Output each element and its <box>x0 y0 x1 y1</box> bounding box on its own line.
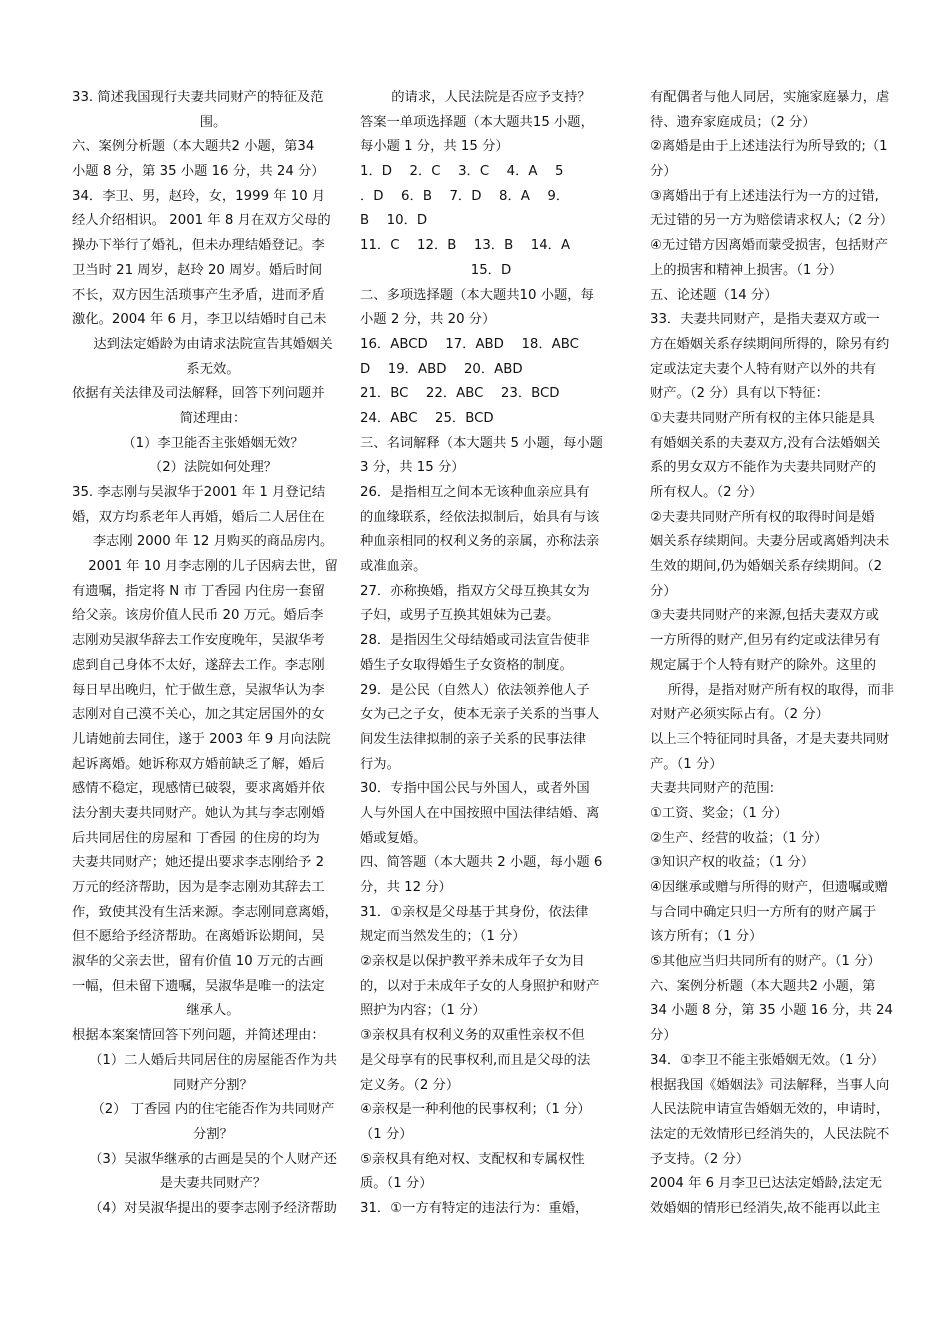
text-line: 间发生法律拟制的亲子关系的民事法律 <box>360 731 587 747</box>
text-line: 种血亲相同的权利义务的亲属，亦称法亲 <box>360 534 600 550</box>
text-line: 继承人。 <box>186 1003 240 1019</box>
text-line: 虑到自己身体不太好，遂辞去工作。李志刚 <box>72 657 325 673</box>
text-line: 与合同中确定只归一方所有的财产属于 <box>650 904 877 920</box>
text-line: ④无过错方因离婚而蒙受损害，包括财产 <box>650 238 888 254</box>
text-line: ②夫妻共同财产所有权的取得时间是婚 <box>650 509 875 525</box>
text-line: 所有权人。（2 分） <box>650 485 763 500</box>
text-line: 规定属于个人特有财产的除外。这里的 <box>650 657 877 673</box>
text-line: 小题 2 分，共 20 分） <box>360 312 496 328</box>
text-line: 15．D <box>470 262 512 278</box>
text-line: 给父亲。该房价值人民币 20 万元。婚后李 <box>72 608 324 624</box>
text-line: 的请求，人民法院是否应予支持？ <box>391 90 591 105</box>
text-line: 定义务。（2 分） <box>360 1077 460 1093</box>
text-line: 小题 8 分，第 35 小题 16 分，共 24 分） <box>72 164 325 180</box>
text-line: 予支持。（2 分） <box>650 1151 750 1167</box>
text-line: ③离婚出于有上述违法行为一方的过错, <box>650 188 879 204</box>
text-line: 21．BC 22．ABC 23．BCD <box>360 386 560 402</box>
text-line: 姻关系存续期间。夫妻分居或离婚判决未 <box>650 534 890 550</box>
text-line: 该方所有；（1 分） <box>650 929 763 945</box>
text-line: 根据我国《婚姻法》司法解释，当事人向 <box>650 1077 890 1093</box>
text-line: （4）对吴淑华提出的要李志刚予经济帮助 <box>89 1200 337 1216</box>
text-line: 每小题 1 分，共 15 分） <box>360 139 509 155</box>
text-line: （3）吴淑华继承的古画是吴的个人财产还 <box>89 1151 337 1167</box>
text-line: 31．①亲权是父母基于其身份，依法律 <box>360 904 589 920</box>
text-line: 儿请她前去同住，遂于 2003 年 9 月向法院 <box>72 731 331 747</box>
text-line: 上的损害和精神上损害。（1 分） <box>650 262 843 278</box>
text-line: 婚或复婚。 <box>360 830 427 846</box>
text-column-right <box>650 86 912 1222</box>
text-column-middle <box>360 86 622 1222</box>
text-line: 系无效。 <box>186 361 240 377</box>
text-line: 女为己之子女，使本无亲子关系的当事人 <box>360 707 600 723</box>
text-line: 分） <box>650 164 677 180</box>
text-line: 有遗嘱，指定将 N 市 丁香园 内住房一套留 <box>72 583 325 599</box>
text-line: 产。（1 分） <box>650 756 723 772</box>
text-line: 系的男女双方不能作为夫妻共同财产的 <box>650 460 877 476</box>
text-line: 34．李卫、男，赵玲，女，1999 年 10 月 <box>72 188 326 204</box>
text-line: 达到法定婚龄为由请求法院宣告其婚姻关 <box>93 336 333 352</box>
text-line: 24．ABC 25．BCD <box>360 410 494 426</box>
text-line: 3 分，共 15 分） <box>360 460 465 476</box>
text-line: ②亲权是以保护教平养未成年子女为目 <box>360 954 585 970</box>
text-line: 33．夫妻共同财产，是指夫妻双方或一 <box>650 312 880 328</box>
text-line: ④因继承或赠与所得的财产，但遗嘱或赠 <box>650 880 888 895</box>
text-line: 是夫妻共同财产？ <box>159 1176 267 1192</box>
text-line: 效婚姻的情形已经消失,故不能再以此主 <box>650 1200 881 1216</box>
text-line: 29．是公民（自然人）依法领养他人子 <box>360 682 590 698</box>
text-line: 生效的期间,仍为婚姻关系存续期间。（2 <box>650 559 883 575</box>
text-line: 28．是指因生父母结婚或司法宣告使非 <box>360 633 590 649</box>
text-line: 规定而当然发生的；（1 分） <box>360 929 526 945</box>
text-line: 33. 简述我国现行夫妻共同财产的特征及范 <box>72 90 324 105</box>
text-line: 定或法定夫妻个人特有财产以外的共有 <box>650 361 877 377</box>
text-line: 志刚对自己漠不关心，加之其定居国外的女 <box>72 707 325 723</box>
text-line: ②生产、经营的收益；（1 分） <box>650 830 828 846</box>
text-line: 分割？ <box>193 1126 233 1142</box>
text-line: 卫当时 21 周岁，赵玲 20 周岁。婚后时间 <box>72 262 323 278</box>
text-line: ①夫妻共同财产所有权的主体只能是具 <box>650 410 875 426</box>
text-line: 起诉离婚。她诉称双方婚前缺乏了解，婚后 <box>72 756 325 772</box>
text-line: 五、论述题（14 分） <box>650 287 778 303</box>
text-line: 有婚姻关系的夫妻双方,没有合法婚姻关 <box>650 435 881 451</box>
text-line: D 19．ABD 20．ABD <box>360 361 523 377</box>
text-line: 人与外国人在中国按照中国法律结婚、离 <box>360 805 600 821</box>
text-line: 一幅，但未留下遗嘱，吴淑华是唯一的法定 <box>72 978 325 994</box>
text-line: （1）李卫能否主张婚姻无效？ <box>122 435 304 451</box>
text-line: B 10．D <box>360 213 428 229</box>
text-line: 不长，双方因生活琐事产生矛盾，进而矛盾 <box>72 287 325 303</box>
text-line: 六、案例分析题（本大题共2 小题，第 <box>650 978 876 994</box>
text-line: ①工资、奖金；（1 分） <box>650 805 788 821</box>
text-line: 照护为内容；（1 分） <box>360 1003 486 1019</box>
text-line: 26．是指相互之间本无该种血亲应具有 <box>360 485 590 500</box>
text-line: 作，致使其没有生活来源。李志刚同意离婚， <box>72 904 338 920</box>
text-column-left <box>72 86 354 1222</box>
text-line: 11．C 12．B 13．B 14．A <box>360 238 571 254</box>
text-line: 2004 年 6 月李卫已达法定婚龄,法定无 <box>650 1176 883 1192</box>
text-line: 但不愿给予经济帮助。在离婚诉讼期间，吴 <box>72 929 325 945</box>
text-line: 婚生子女取得婚生子女资格的制度。 <box>360 657 573 673</box>
text-line: 夫妻共同财产的范围: <box>650 781 775 797</box>
text-line: 的，以对于未成年子女的人身照护和财产 <box>360 978 600 994</box>
text-line: ④亲权是一种利他的民事权利；（1 分） <box>360 1102 591 1118</box>
text-line: ⑤其他应当归共同所有的财产。（1 分） <box>650 954 881 970</box>
text-line: 一方所得的财产,但另有约定或法律另有 <box>650 633 881 649</box>
text-line: 质。（1 分） <box>360 1176 433 1192</box>
text-line: 依据有关法律及司法解释，回答下列问题并 <box>72 386 325 402</box>
text-line: 人民法院申请宣告婚姻无效的，申请时， <box>650 1102 890 1118</box>
text-line: 淑华的父亲去世，留有价值 10 万元的古画 <box>72 954 324 970</box>
text-line: ⑤亲权具有绝对权、支配权和专属权性 <box>360 1151 585 1167</box>
text-line: ③亲权具有权利义务的双重性亲权不但 <box>360 1028 585 1044</box>
text-line: （1）二人婚后共同居住的房屋能否作为共 <box>89 1052 337 1068</box>
text-line: 所得，是指对财产所有权的取得，而非 <box>667 682 895 698</box>
text-line: ③夫妻共同财产的来源,包括夫妻双方或 <box>650 608 879 624</box>
text-line: 六、案例分析题（本大题共2 小题，第34 <box>72 139 315 155</box>
text-line: ③知识产权的收益；（1 分） <box>650 855 815 871</box>
text-line: 34 小题 8 分，第 35 小题 16 分，共 24 <box>650 1003 893 1019</box>
text-line: 分，共 12 分） <box>360 880 452 895</box>
text-line: 婚，双方均系老年人再婚，婚后二人居住在 <box>72 509 325 525</box>
text-line: 根据本案案情回答下列问题，并简述理由： <box>72 1028 325 1044</box>
text-line: 有配偶者与他人同居，实施家庭暴力，虐 <box>650 90 890 105</box>
text-line: 是父母享有的民事权利,而且是父母的法 <box>360 1052 591 1068</box>
text-line: 34．①李卫不能主张婚姻无效。（1 分） <box>650 1052 885 1068</box>
text-line: 财产。（2 分）具有以下特征： <box>650 386 829 402</box>
text-line: 每日早出晚归，忙于做生意，吴淑华认为李 <box>72 682 325 698</box>
text-line: 后共同居住的房屋和 丁香园 的住房的均为 <box>72 830 320 846</box>
text-line: 行为。 <box>360 756 400 772</box>
text-line: 法定的无效情形已经消失的，人民法院不 <box>650 1126 890 1142</box>
text-line: 夫妻共同财产；她还提出要求李志刚给予 2 <box>72 855 325 871</box>
text-line: 激化。2004 年 6 月，李卫以结婚时自己未 <box>72 312 327 328</box>
text-line: 感情不稳定，现感情已破裂，要求离婚并依 <box>72 781 325 797</box>
text-line: 经人介绍相识。 2001 年 8 月在双方父母的 <box>72 213 331 229</box>
text-line: 1．D 2．C 3．C 4．A 5 <box>360 164 564 180</box>
text-line: 二、多项选择题（本大题共10 小题，每 <box>360 287 594 303</box>
text-line: 分） <box>650 583 677 599</box>
text-line: 35. 李志刚与吴淑华于2001 年 1 月登记结 <box>72 485 326 500</box>
text-line: 李志刚 2000 年 12 月购买的商品房内。 <box>92 534 334 550</box>
text-line: 16．ABCD 17．ABD 18．ABC <box>360 336 579 352</box>
text-line: 待、遗弃家庭成员；（2 分） <box>650 114 816 130</box>
text-line: （2）法院如何处理？ <box>148 460 278 476</box>
text-line: 方在婚姻关系存续期间所得的，除另有约 <box>650 336 890 352</box>
text-line: 子妇，或男子互换其姐妹为己妻。 <box>360 608 560 624</box>
text-line: 30．专指中国公民与外国人，或者外国 <box>360 781 590 797</box>
text-line: 无过错的另一方为赔偿请求权人;（2 分） <box>650 213 894 229</box>
text-line: 同财产分割？ <box>173 1077 253 1093</box>
text-line: 围。 <box>199 114 227 130</box>
text-line: 志刚劝吴淑华辞去工作安度晚年，吴淑华考 <box>72 633 325 649</box>
text-line: ②离婚是由于上述违法行为所导致的;（1 <box>650 139 888 155</box>
text-line: 的血缘联系，经依法拟制后，始具有与该 <box>360 509 600 525</box>
text-line: 答案一单项选择题（本大题共15 小题， <box>360 114 594 130</box>
text-line: 分） <box>650 1028 677 1044</box>
text-line: 四、简答题（本大题共 2 小题，每小题 6 <box>360 855 603 871</box>
text-line: （2） 丁香园 内的住宅能否作为共同财产 <box>91 1102 335 1118</box>
text-line: （1 分） <box>360 1126 413 1142</box>
text-line: 万元的经济帮助，因为是李志刚劝其辞去工 <box>72 880 325 895</box>
text-line: 或准血亲。 <box>360 559 427 575</box>
text-line: ．D 6．B 7．D 8．A 9． <box>360 188 570 204</box>
text-line: 三、名词解释（本大题共 5 小题，每小题 <box>360 435 603 451</box>
text-line: 操办下举行了婚礼，但未办理结婚登记。李 <box>72 238 325 254</box>
text-line: 以上三个特征同时具备，才是夫妻共同财 <box>650 731 890 747</box>
text-line: 2001 年 10 月李志刚的儿子因病去世，留 <box>88 559 338 575</box>
text-line: 27．亦称换婚，指双方父母互换其女为 <box>360 583 590 599</box>
text-line: 31．①一方有特定的违法行为：重婚， <box>360 1200 589 1216</box>
text-line: 法分割夫妻共同财产。她认为其与李志刚婚 <box>72 805 325 821</box>
text-line: 简述理由： <box>179 410 247 426</box>
text-line: 对财产必须实际占有。（2 分） <box>650 707 829 723</box>
